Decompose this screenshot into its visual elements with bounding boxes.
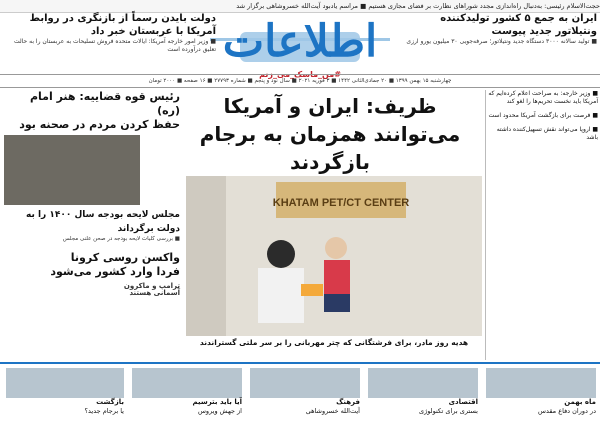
logo-text: اطلاعات (222, 16, 378, 67)
dateline: چهارشنبه ۱۵ بهمن ۱۳۹۹ ■ ۲۰ جمادی‌الثانی ۱۴۴۲ ■ ۳ فوریه ۲۰۲۱ ■ سال نود و پنجم ■ شماره ۲۷۷۹۳ ■ ۱۶ صفحه ■ ۲۰۰۰ تومان (0, 74, 600, 88)
lcol-blurb: ■ بررسی کلیات لایحه بودجه در صحن علنی مجلس (62, 236, 180, 242)
rcol-item-2: ■ فرصت برای بازگشت آمریکا محدود است (488, 112, 598, 119)
bottom-sub-3: آیت‌الله خسروشاهی (305, 407, 360, 415)
right-blurb: ■ تولید سالانه ۳۰۰۰ دستگاه جدید ونتیلاتور؛ صرفه‌جویی ۳۰ میلیون یورو ارزی (406, 38, 597, 45)
right-column[interactable] (485, 90, 600, 360)
newspaper-logo (210, 14, 390, 79)
right-headline-1: ایران به جمع ۵ کشور تولیدکننده (440, 13, 597, 24)
sign-text: KHATAM PET/CT CENTER (272, 197, 410, 209)
bottom-strip (0, 362, 600, 424)
bottom-title-4: آیا باید بترسیم (192, 398, 242, 406)
bottom-sub-1: در دوران دفاع مقدس (538, 407, 596, 415)
masthead-right-story[interactable] (393, 12, 597, 72)
bottom-tile-4[interactable] (132, 368, 242, 422)
bottom-thumb-2 (368, 368, 478, 398)
woman-head (267, 240, 295, 268)
lcol-head1b: حفظ کردن مردم در صحنه بود (19, 118, 180, 131)
rcol-item-1: ■ وزیر خارجه: به صراحت اعلام کرده‌ایم که آمریکا باید نخست تحریم‌ها را لغو کند (488, 90, 598, 105)
bottom-sub-2: بستری برای تکنولوژی (419, 407, 478, 415)
bottom-tile-2[interactable] (368, 368, 478, 422)
photo-illustration (186, 176, 482, 336)
lcol-side2: آسمانی هستند (129, 289, 180, 297)
lcol-head2: مجلس لایحه بودجه سال ۱۴۰۰ را به دولت برگرداند (26, 210, 180, 234)
right-headline-2: ونتیلاتور جدید پیوست (491, 26, 597, 37)
hero-headline-1: ظریف: ایران و آمریکا (223, 94, 437, 118)
lead-photo[interactable] (186, 176, 482, 336)
bottom-sub-5: یا برجام جدید؟ (84, 407, 124, 415)
rcol-item-3: ■ اروپا می‌تواند نقش تسهیل‌کننده داشته باشد (496, 126, 598, 141)
bottom-tile-3[interactable] (250, 368, 360, 422)
girl-head (325, 237, 347, 259)
left-headline-2: آمریکا با عربستان خبر داد (90, 26, 216, 37)
left-blurb: ■ وزیر امور خارجه آمریکا: ایالات متحده فروش تسلیحات به عربستان را به حالت تعلیق درآورده است (13, 38, 216, 53)
lead-story[interactable] (182, 92, 478, 172)
lcol-head3b: فردا وارد کشور می‌شود (50, 265, 180, 278)
bottom-sub-4: از جهش ویروس (198, 407, 242, 415)
top-ticker: حجت‌الاسلام رئیسی: به‌دنبال راه‌اندازی مجدد شوراهای نظارت بر فضای مجازی هستیم ■ مراسم یادبود آیت‌الله خسروشاهی برگزار شد (0, 0, 600, 13)
bottom-thumb-1 (486, 368, 596, 398)
left-headline-1: دولت بایدن رسماً از بازنگری در روابط (29, 13, 216, 24)
bottom-title-5: بازگشت (96, 398, 124, 406)
bottom-tile-5[interactable] (6, 368, 124, 422)
masthead-left-story[interactable] (4, 12, 216, 72)
girl-skirt (324, 294, 350, 312)
lcol-side1: ترامپ و ماکرون (123, 282, 180, 290)
bottom-title-2: اقتصادی (448, 398, 478, 406)
gift-box (301, 284, 323, 296)
hero-headline-2: می‌توانند همزمان به برجام بازگردند (199, 122, 461, 174)
hashtag: #من_ماسک_می_زنم (259, 70, 341, 79)
left-column[interactable] (4, 90, 180, 360)
lcol-photo (4, 135, 140, 205)
bottom-thumb-4 (132, 368, 242, 398)
photo-caption: هدیه روز مادر، برای فرشتگانی که چتر مهربانی را بر سر ملتی گستراندند (199, 338, 469, 347)
bottom-title-1: ماه بهمن (564, 398, 596, 406)
bottom-title-3: فرهنگ (336, 398, 360, 406)
lcol-head1: رئیس قوه قضاییه: هنر امام (ره) (29, 90, 180, 117)
girl-body (324, 260, 350, 294)
lcol-head3: واکسن روسی کرونا (70, 251, 180, 264)
bottom-tile-1[interactable] (486, 368, 596, 422)
woman-body (258, 268, 304, 323)
bottom-thumb-5 (6, 368, 124, 398)
bottom-thumb-3 (250, 368, 360, 398)
